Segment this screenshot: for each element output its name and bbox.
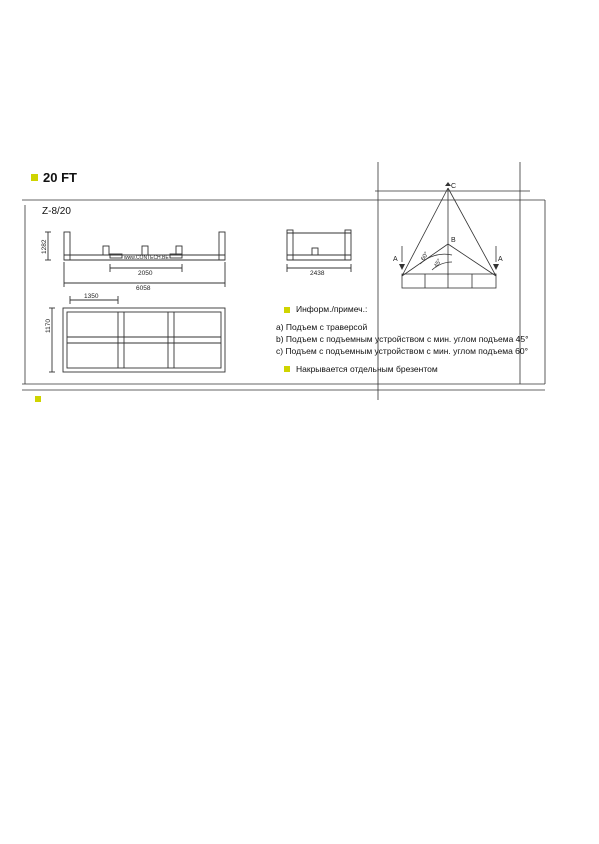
lift-angle-60: 60° [420,251,431,262]
page-title: 20 FT [43,170,77,185]
top-module-dim: 1350 [84,293,99,300]
lift-label-b: B [451,237,456,244]
top-width-dim: 1170 [45,319,52,333]
note-item-b: b) Подъем с подъемным устройством с мин. углом подъема 45° [276,334,529,344]
tarp-note: Накрывается отдельным брезентом [296,364,438,374]
lifting-diagram [402,188,496,288]
note-item-a: a) Подъем с траверсой [276,322,368,332]
tarp-accent-square [284,366,290,372]
side-url-label: www.CONTECH.BE [124,255,169,261]
lift-label-c: C [451,183,457,190]
lift-label-a-right: A [498,256,503,263]
notes-accent-square [284,307,290,313]
side-length-dim: 6058 [136,285,151,292]
notes-heading: Информ./примеч.: [296,304,368,314]
lift-label-a-left: A [393,256,398,263]
end-width-dim: 2438 [310,270,325,277]
lift-angle-45: 45° [433,258,444,269]
top-view-drawing [49,296,225,372]
side-height-dim: 1282 [41,239,48,254]
footer-accent-square [35,396,41,402]
end-view-drawing [287,230,351,272]
note-item-c: c) Подъем с подъемным устройством с мин. углом подъема 60° [276,346,529,356]
title-accent-square [31,174,38,181]
lifting-arrows [399,182,499,270]
side-inner-dim: 2050 [138,270,153,277]
model-label: Z-8/20 [42,206,71,217]
